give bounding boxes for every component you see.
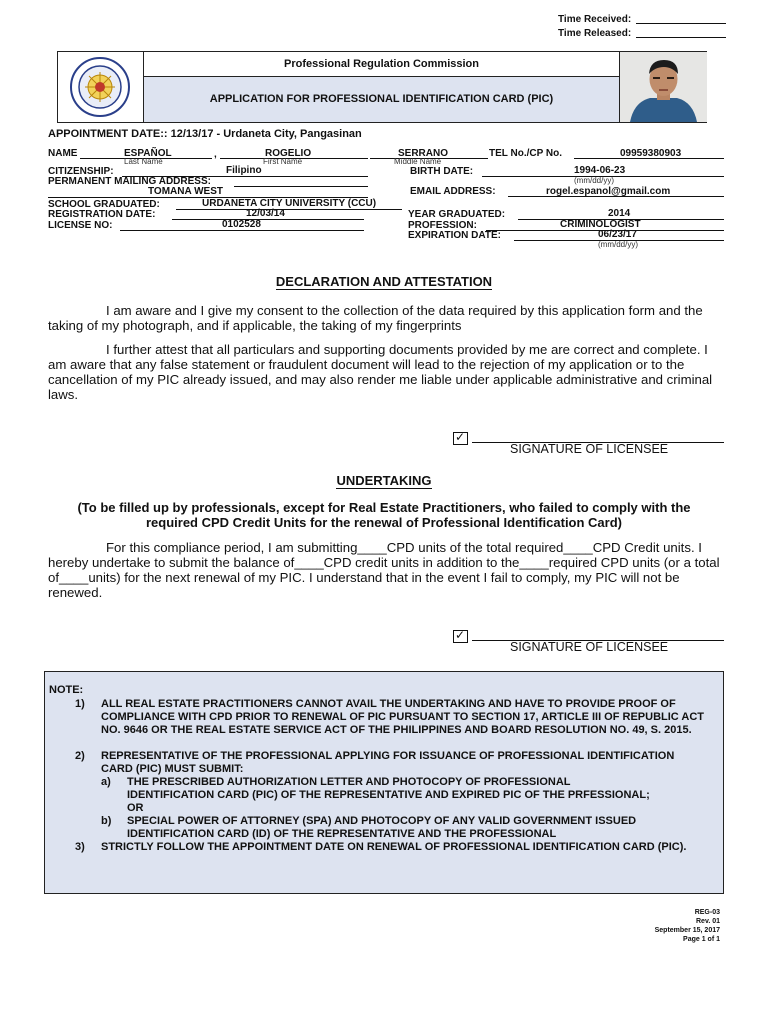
undertaking-signature-label: SIGNATURE OF LICENSEE	[510, 640, 669, 654]
expiration-date-format: (mm/dd/yy)	[598, 240, 638, 249]
check-icon: ✓	[455, 430, 466, 444]
note-item-2b-num: b)	[101, 815, 112, 827]
license-line	[120, 230, 364, 231]
declaration-paragraph-1: I am aware and I give my consent to the collection of the data required by this application form and the taking of my photograph, and if applicable, the taking of my fingerprints	[48, 303, 703, 333]
person-photo-icon	[620, 52, 707, 122]
header-box	[57, 51, 707, 123]
school-label: SCHOOL GRADUATED:	[48, 199, 160, 210]
first-name-caption: First Name	[263, 157, 303, 166]
time-released-label: Time Released:	[558, 28, 632, 39]
check-icon: ✓	[455, 628, 466, 642]
form-revision: Rev. 01	[696, 918, 720, 925]
applicant-photo	[619, 52, 707, 122]
email-value[interactable]: rogel.espanol@gmail.com	[546, 186, 671, 197]
profession-value[interactable]: CRIMINOLOGIST	[560, 219, 641, 230]
note-item-2b: SPECIAL POWER OF ATTORNEY (SPA) AND PHOTOCOPY OF ANY VALID GOVERNMENT ISSUED IDENTIFICATION CARD (ID) OF THE REPRESENTATIVE AND THE PROFESSIONAL	[127, 815, 637, 840]
declaration-heading	[0, 274, 768, 289]
undertaking-heading	[0, 473, 768, 488]
note-item-2a-num: a)	[101, 776, 111, 788]
appointment-date: APPOINTMENT DATE:: 12/13/17 - Urdaneta City, Pangasinan	[48, 128, 362, 140]
name-separator: ,	[214, 149, 217, 160]
last-name-caption: Last Name	[124, 157, 163, 166]
declaration-paragraph-2: I further attest that all particulars and supporting documents provided by me are correct and complete. I am aware that any false statement or fraudulent document will lead to the rejection of my application or to the cancellation of my PIC already issued, and may also render me liable under applicable administrative and criminal laws.	[48, 342, 713, 402]
note-box	[44, 671, 724, 894]
school-value[interactable]: URDANETA CITY UNIVERSITY (CCU)	[202, 198, 377, 209]
form-title-cell	[144, 77, 619, 122]
time-received-label: Time Received:	[558, 14, 632, 25]
mailing-address-line-top	[234, 186, 368, 187]
expiration-date-value[interactable]: 06/23/17	[598, 229, 637, 240]
tel-label: TEL No./CP No.	[489, 148, 562, 159]
email-label: EMAIL ADDRESS:	[410, 186, 496, 197]
undertaking-checkbox[interactable]	[453, 630, 468, 643]
form-footer	[655, 908, 720, 944]
org-cell	[144, 52, 619, 77]
expiration-date-label: EXPIRATION DATE:	[408, 230, 501, 241]
birth-date-format: (mm/dd/yy)	[574, 176, 614, 185]
note-item-1: ALL REAL ESTATE PRACTITIONERS CANNOT AVAIL THE UNDERTAKING AND HAVE TO PROVIDE PROOF OF COMPLIANCE WITH CPD PRIOR TO RENEWAL OF PIC PURSUANT TO SECTION 17, ARTICLE III OF REPUBLIC ACT NO. 9646 OR THE REAL ESTATE SERVICE ACT OF THE PHILIPPINES AND BOARD RESOLUTION NO. 49, S. 2015.	[101, 698, 704, 736]
middle-name-caption: Middle Name	[394, 157, 442, 166]
year-graduated-value[interactable]: 2014	[608, 208, 631, 219]
last-name-value[interactable]: ESPAÑOL	[124, 148, 172, 159]
first-name-value[interactable]: ROGELIO	[265, 148, 312, 159]
form-date: September 15, 2017	[654, 927, 720, 934]
prc-seal-icon	[58, 52, 143, 122]
mailing-address-label: PERMANENT MAILING ADDRESS:	[48, 176, 211, 187]
undertaking-heading-text: UNDERTAKING	[336, 473, 432, 488]
profession-label: PROFESSION:	[408, 220, 477, 231]
declaration-heading-text: DECLARATION AND ATTESTATION	[275, 274, 493, 289]
time-received-field[interactable]	[636, 23, 726, 24]
note-item-2-num: 2)	[75, 750, 85, 762]
org-name: Professional Regulation Commission	[284, 58, 479, 70]
declaration-checkbox[interactable]	[453, 432, 468, 445]
license-label: LICENSE NO:	[48, 220, 113, 231]
tel-value[interactable]: 09959380903	[620, 148, 682, 159]
registration-date-line	[172, 219, 364, 220]
school-line	[176, 209, 402, 210]
form-title: APPLICATION FOR PROFESSIONAL IDENTIFICATION CARD (PIC)	[209, 93, 554, 105]
note-item-3-num: 3)	[75, 841, 85, 853]
form-code: REG-03	[694, 909, 720, 916]
note-item-2: REPRESENTATIVE OF THE PROFESSIONAL APPLYING FOR ISSUANCE OF PROFESSIONAL IDENTIFICATION CARD (PIC) MUST SUBMIT:	[101, 750, 675, 775]
license-value[interactable]: 0102528	[222, 219, 261, 230]
citizenship-label: CITIZENSHIP:	[48, 166, 114, 177]
name-label: NAME	[48, 148, 78, 159]
declaration-signature-label: SIGNATURE OF LICENSEE	[510, 442, 669, 456]
note-item-3: STRICTLY FOLLOW THE APPOINTMENT DATE ON RENEWAL OF PROFESSIONAL IDENTIFICATION CARD (PIC).	[101, 841, 687, 853]
registration-date-label: REGISTRATION DATE:	[48, 209, 156, 220]
note-item-2a: THE PRESCRIBED AUTHORIZATION LETTER AND PHOTOCOPY OF PROFESSIONAL IDENTIFICATION CARD (PIC) OF THE REPRESENTATIVE AND EXPIRED PIC OF THE PRFESSIONAL; OR	[127, 776, 650, 814]
registration-date-value[interactable]: 12/03/14	[246, 208, 285, 219]
page-number: Page 1 of 1	[683, 936, 720, 943]
birth-date-value[interactable]: 1994-06-23	[574, 165, 626, 176]
undertaking-subheading: (To be filled up by professionals, except for Real Estate Practitioners, who failed to comply with the required CPD Credit Units for the renewal of Professional Identification Card)	[77, 500, 691, 530]
year-graduated-label: YEAR GRADUATED:	[408, 209, 506, 220]
time-released-field[interactable]	[636, 37, 726, 38]
middle-name-value[interactable]: SERRANO	[398, 148, 449, 159]
note-item-1-num: 1)	[75, 698, 85, 710]
note-label: NOTE:	[49, 684, 84, 696]
mailing-address-value[interactable]: TOMANA WEST	[148, 186, 223, 197]
citizenship-value[interactable]: Filipino	[226, 165, 262, 176]
seal-cell	[58, 52, 144, 122]
birth-date-label: BIRTH DATE:	[410, 166, 474, 177]
undertaking-body: For this compliance period, I am submitting____CPD units of the total required____CPD Credit units. I hereby undertake to submit the balance of____CPD credit units in addition to the____required CPD units (or a total of____units) for the next renewal of my PIC. I understand that in the event I fail to comply, my PIC will not be renewed.	[48, 540, 720, 600]
